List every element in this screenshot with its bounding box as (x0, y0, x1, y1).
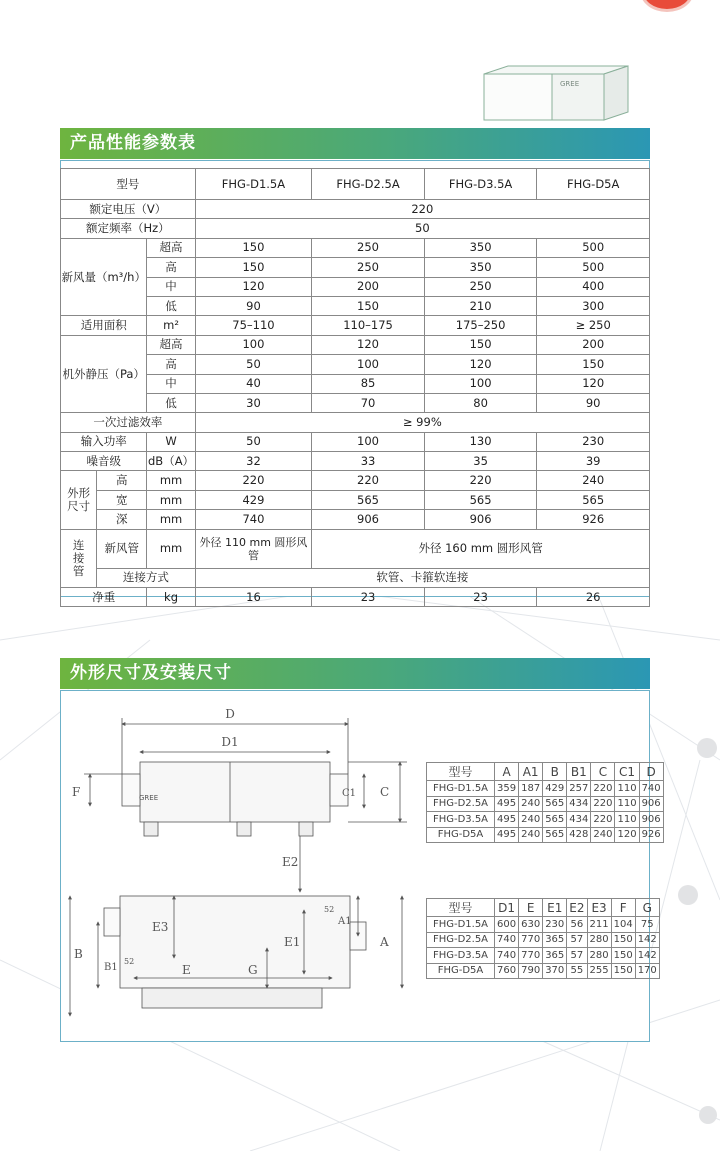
dim-cell: 740 (495, 948, 519, 964)
spec-cell: 150 (312, 296, 425, 315)
dim-cell: 240 (519, 827, 543, 843)
spec-cell: 150 (195, 258, 312, 277)
dim-label-E2: E2 (282, 855, 299, 869)
spec-cell: 33 (312, 452, 425, 471)
spec-cell: 200 (312, 277, 425, 296)
spec-cell: 150 (537, 355, 650, 374)
spec-cell: 175–250 (424, 316, 537, 335)
spec-unit: mm (147, 471, 195, 490)
spec-unit: mm (147, 490, 195, 509)
dim-cell: 110 (615, 796, 639, 812)
dim-cell: 280 (587, 932, 611, 948)
dim-table-header (427, 899, 660, 917)
dim-label-D: D (225, 707, 235, 721)
dim-header-cell: D (639, 763, 663, 781)
spec-row-airflow (61, 296, 650, 315)
dim-cell: FHG-D2.5A (427, 796, 495, 812)
dim-cell: 434 (567, 812, 591, 828)
dim-header-cell: C (591, 763, 615, 781)
dim-cell: 120 (615, 827, 639, 843)
spec-cell: 外径 110 mm 圆形风管 (195, 529, 312, 568)
spec-cell: 300 (537, 296, 650, 315)
dim-cell: 630 (519, 917, 543, 933)
spec-cell: 90 (537, 393, 650, 412)
dim-cell: 57 (567, 932, 587, 948)
dim-cell: 150 (611, 948, 635, 964)
spec-cell: 500 (537, 238, 650, 257)
spec-cell: 150 (195, 238, 312, 257)
spec-row-frequency (61, 219, 650, 238)
spec-cell: 350 (424, 238, 537, 257)
spec-cell: 906 (312, 510, 425, 529)
spec-header-cell: FHG-D3.5A (424, 169, 537, 200)
spec-row-airflow (61, 277, 650, 296)
spec-row-size (61, 510, 650, 529)
spec-row-airflow (61, 238, 650, 257)
dimension-table-1 (426, 762, 664, 843)
spec-cell: 130 (424, 432, 537, 451)
spec-cell: 110–175 (312, 316, 425, 335)
dim-table-header (427, 763, 664, 781)
spec-row-area (61, 316, 650, 335)
spec-cell: 565 (312, 490, 425, 509)
spec-cell: 230 (537, 432, 650, 451)
spec-header-model: 型号 (61, 169, 196, 200)
dim-cell: 280 (587, 948, 611, 964)
spec-cell: 100 (195, 335, 312, 354)
spec-value: 50 (195, 219, 649, 238)
dim-cell: 56 (567, 917, 587, 933)
dim-label-C: C (380, 785, 390, 799)
table-row (427, 917, 660, 933)
spec-dim: 深 (97, 510, 147, 529)
spec-cell: 32 (195, 452, 312, 471)
dim-label-B1: B1 (104, 962, 118, 973)
spec-cell: 429 (195, 490, 312, 509)
dim-cell: 55 (567, 963, 587, 979)
dim-header-cell: 型号 (427, 899, 495, 917)
spec-cell: 220 (424, 471, 537, 490)
spec-row-power (61, 432, 650, 451)
dim-label-52: 52 (324, 905, 335, 914)
dim-cell: 150 (611, 932, 635, 948)
dim-cell: 240 (519, 812, 543, 828)
spec-dim: 新风管 (97, 529, 147, 568)
spec-cell: 70 (312, 393, 425, 412)
spec-row-filter (61, 413, 650, 432)
spec-cell: 120 (537, 374, 650, 393)
spec-cell: 200 (537, 335, 650, 354)
dim-cell: 57 (567, 948, 587, 964)
table-row (427, 948, 660, 964)
spec-row-pressure (61, 393, 650, 412)
dim-cell: 240 (591, 827, 615, 843)
spec-dim: 高 (97, 471, 147, 490)
dim-header-cell: G (635, 899, 659, 917)
table-row (427, 827, 664, 843)
dim-cell: 760 (495, 963, 519, 979)
spec-cell: 120 (424, 355, 537, 374)
spec-level: 中 (147, 374, 195, 393)
dim-cell: 565 (543, 827, 567, 843)
dim-label-52: 52 (124, 957, 135, 966)
spec-cell: 120 (195, 277, 312, 296)
dim-cell: 110 (615, 812, 639, 828)
spec-label: 机外静压（Pa） (61, 335, 147, 413)
table-row (427, 781, 664, 797)
dim-cell: FHG-D1.5A (427, 781, 495, 797)
spec-label: 适用面积 (61, 316, 147, 335)
dim-header-cell: D1 (495, 899, 519, 917)
spec-cell: 400 (537, 277, 650, 296)
spec-cell: 926 (537, 510, 650, 529)
spec-label: 连接管 (61, 529, 97, 587)
dim-cell: 495 (495, 827, 519, 843)
dim-cell: 428 (567, 827, 591, 843)
spec-unit: kg (147, 588, 195, 607)
dimension-table-2 (426, 898, 660, 979)
spec-row-size (61, 490, 650, 509)
dim-header-cell: E (519, 899, 543, 917)
spec-cell: 500 (537, 258, 650, 277)
dim-cell: 170 (635, 963, 659, 979)
spec-value: 软管、卡箍软连接 (195, 568, 649, 587)
dim-cell: FHG-D5A (427, 963, 495, 979)
spec-label: 额定频率（Hz） (61, 219, 196, 238)
spec-level: 中 (147, 277, 195, 296)
spec-header-cell: FHG-D2.5A (312, 169, 425, 200)
spec-cell: 220 (195, 471, 312, 490)
dim-cell: 740 (495, 932, 519, 948)
spec-cell: 16 (195, 588, 312, 607)
spec-level: 超高 (147, 335, 195, 354)
dim-header-cell: B1 (567, 763, 591, 781)
spec-cell: ≥ 250 (537, 316, 650, 335)
spec-row-pressure (61, 355, 650, 374)
spec-label: 外形尺寸 (61, 471, 97, 529)
spec-label: 输入功率 (61, 432, 147, 451)
dim-cell: 365 (543, 948, 567, 964)
dim-label-A: A (380, 935, 389, 949)
spec-level: 高 (147, 258, 195, 277)
spec-value: ≥ 99% (195, 413, 649, 432)
dim-cell: 495 (495, 796, 519, 812)
dim-cell: 434 (567, 796, 591, 812)
dimension-section-title: 外形尺寸及安装尺寸 (60, 658, 650, 689)
dim-cell: 257 (567, 781, 591, 797)
dim-cell: 370 (543, 963, 567, 979)
spec-cell: 350 (424, 258, 537, 277)
dim-label-A1: A1 (338, 916, 352, 927)
spec-row-weight (61, 588, 650, 607)
table-row (427, 812, 664, 828)
dim-cell: 150 (611, 963, 635, 979)
dim-cell: 365 (543, 932, 567, 948)
spec-cell: 85 (312, 374, 425, 393)
spec-value: 220 (195, 200, 649, 219)
spec-cell: 75–110 (195, 316, 312, 335)
dim-cell: FHG-D2.5A (427, 932, 495, 948)
spec-cell: 30 (195, 393, 312, 412)
spec-cell: 240 (537, 471, 650, 490)
spec-level: 超高 (147, 238, 195, 257)
spec-cell: 120 (312, 335, 425, 354)
dim-cell: 110 (615, 781, 639, 797)
spec-cell: 210 (424, 296, 537, 315)
dim-cell: 359 (495, 781, 519, 797)
spec-label: 新风量（m³/h） (61, 238, 147, 316)
spec-cell: 50 (195, 432, 312, 451)
dim-cell: FHG-D3.5A (427, 812, 495, 828)
spec-cell: 565 (537, 490, 650, 509)
spec-unit: m² (147, 316, 195, 335)
dim-label-E3: E3 (152, 920, 169, 934)
spec-cell: 50 (195, 355, 312, 374)
dimension-drawing (62, 696, 417, 1036)
dim-cell: 906 (639, 812, 663, 828)
dim-cell: 220 (591, 796, 615, 812)
spec-table (60, 168, 650, 607)
spec-row-connection (61, 568, 650, 587)
spec-header-row (61, 169, 650, 200)
spec-cell: 250 (424, 277, 537, 296)
dim-header-cell: 型号 (427, 763, 495, 781)
dim-cell: 240 (519, 796, 543, 812)
dim-cell: 906 (639, 796, 663, 812)
spec-unit: W (147, 432, 195, 451)
spec-row-noise (61, 452, 650, 471)
dim-cell: 770 (519, 932, 543, 948)
dim-cell: FHG-D3.5A (427, 948, 495, 964)
spec-cell: 220 (312, 471, 425, 490)
spec-section-title: 产品性能参数表 (60, 128, 650, 159)
spec-cell: 100 (424, 374, 537, 393)
spec-row-voltage (61, 200, 650, 219)
dim-label-E1: E1 (284, 935, 301, 949)
dim-header-cell: A1 (519, 763, 543, 781)
dim-header-cell: C1 (615, 763, 639, 781)
dim-cell: 255 (587, 963, 611, 979)
product-logo-text: GREE (560, 80, 580, 88)
spec-level: 高 (147, 355, 195, 374)
dim-cell: FHG-D1.5A (427, 917, 495, 933)
dim-cell: 211 (587, 917, 611, 933)
spec-cell: 150 (424, 335, 537, 354)
dim-cell: 495 (495, 812, 519, 828)
spec-cell: 39 (537, 452, 650, 471)
dim-cell: 230 (543, 917, 567, 933)
dim-cell: 565 (543, 796, 567, 812)
dim-cell: 104 (611, 917, 635, 933)
spec-cell: 740 (195, 510, 312, 529)
spec-label: 噪音级 (61, 452, 147, 471)
dim-cell: 220 (591, 812, 615, 828)
spec-cell: 35 (424, 452, 537, 471)
dim-header-cell: A (495, 763, 519, 781)
dim-cell: 565 (543, 812, 567, 828)
dim-cell: 142 (635, 932, 659, 948)
spec-cell: 80 (424, 393, 537, 412)
spec-dim: 宽 (97, 490, 147, 509)
spec-level: 低 (147, 393, 195, 412)
dim-cell: 220 (591, 781, 615, 797)
spec-cell: 100 (312, 355, 425, 374)
dim-header-cell: E3 (587, 899, 611, 917)
spec-row-pipe (61, 529, 650, 568)
dim-label-C1: C1 (342, 788, 357, 799)
spec-cell: 23 (424, 588, 537, 607)
spec-cell: 40 (195, 374, 312, 393)
dim-cell: 187 (519, 781, 543, 797)
spec-label: 一次过滤效率 (61, 413, 196, 432)
table-row (427, 963, 660, 979)
spec-cell: 外径 160 mm 圆形风管 (312, 529, 650, 568)
dim-header-cell: B (543, 763, 567, 781)
spec-cell: 565 (424, 490, 537, 509)
dim-label-D1: D1 (221, 735, 239, 749)
spec-cell: 90 (195, 296, 312, 315)
spec-unit: mm (147, 529, 195, 568)
spec-row-size (61, 471, 650, 490)
dim-label-E: E (182, 963, 191, 977)
dim-cell: 770 (519, 948, 543, 964)
spec-row-pressure (61, 335, 650, 354)
product-illustration (478, 60, 646, 126)
spec-cell: 250 (312, 258, 425, 277)
spec-header-cell: FHG-D1.5A (195, 169, 312, 200)
dim-header-cell: F (611, 899, 635, 917)
dim-header-cell: E2 (567, 899, 587, 917)
spec-level: 低 (147, 296, 195, 315)
spec-cell: 100 (312, 432, 425, 451)
spec-dim: 连接方式 (97, 568, 195, 587)
dim-cell: 740 (639, 781, 663, 797)
dim-label-G: G (248, 963, 258, 977)
spec-unit: dB（A） (147, 452, 195, 471)
table-row (427, 932, 660, 948)
dim-cell: 142 (635, 948, 659, 964)
dim-cell: 600 (495, 917, 519, 933)
spec-cell: 23 (312, 588, 425, 607)
dim-cell: 429 (543, 781, 567, 797)
spec-cell: 250 (312, 238, 425, 257)
spec-label: 额定电压（V） (61, 200, 196, 219)
spec-unit: mm (147, 510, 195, 529)
dim-header-cell: E1 (543, 899, 567, 917)
drawing-logo: GREE (139, 794, 159, 802)
table-row (427, 796, 664, 812)
dim-label-F: F (72, 785, 81, 799)
spec-header-cell: FHG-D5A (537, 169, 650, 200)
spec-row-airflow (61, 258, 650, 277)
dim-cell: 926 (639, 827, 663, 843)
dim-cell: 790 (519, 963, 543, 979)
spec-cell: 26 (537, 588, 650, 607)
dim-cell: 75 (635, 917, 659, 933)
dim-label-B: B (74, 947, 83, 961)
spec-label: 净重 (61, 588, 147, 607)
spec-row-pressure (61, 374, 650, 393)
spec-cell: 906 (424, 510, 537, 529)
dim-cell: FHG-D5A (427, 827, 495, 843)
